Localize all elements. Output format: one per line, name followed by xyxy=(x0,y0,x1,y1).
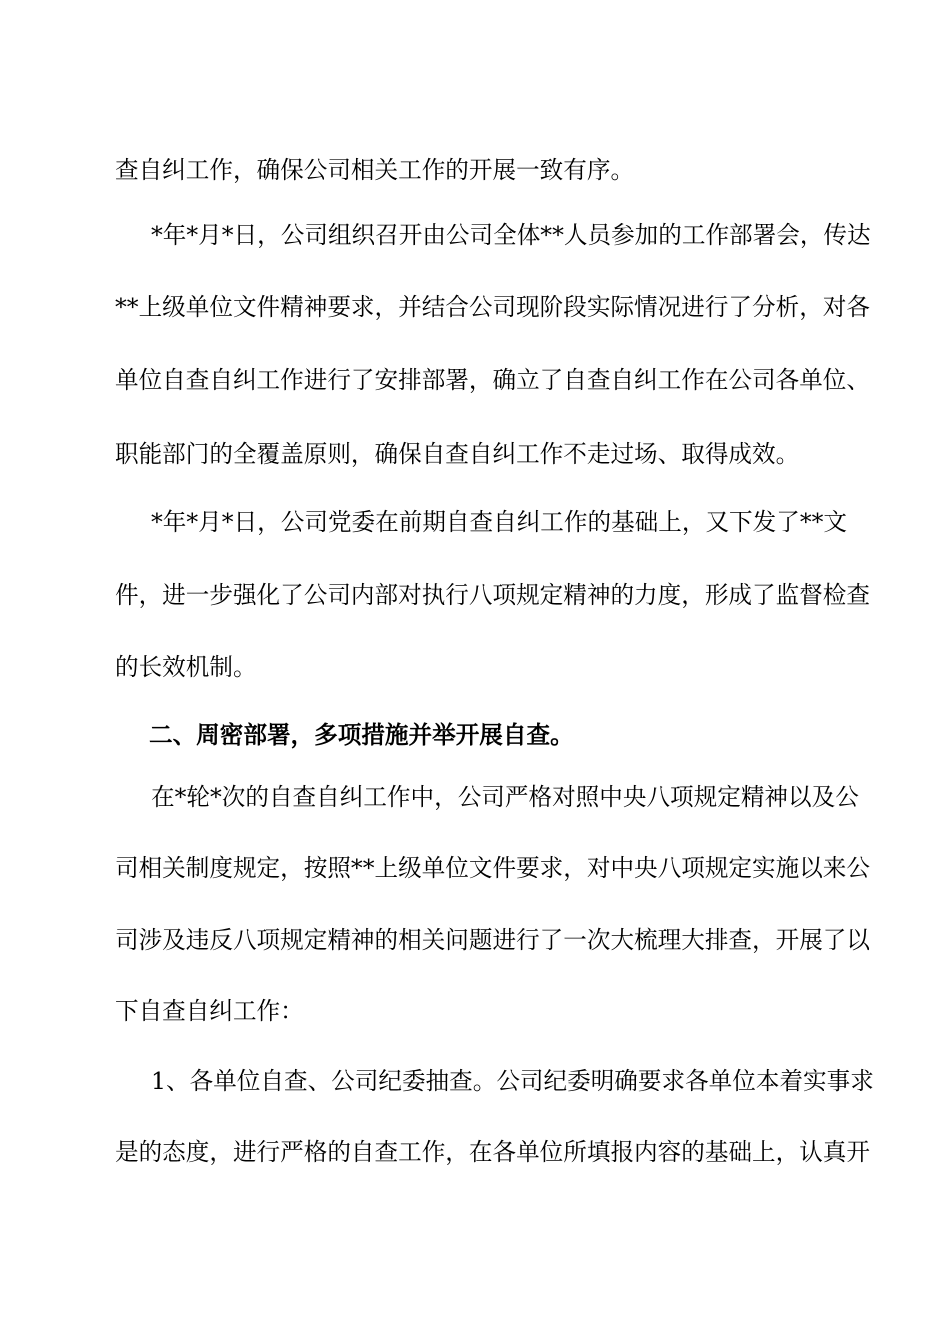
section-heading: 二、周密部署，多项措施并举开展自查。 xyxy=(149,721,574,749)
paragraph-line: 下自查自纠工作： xyxy=(115,997,304,1025)
paragraph-line: 的长效机制。 xyxy=(115,653,257,681)
paragraph-line: 1、各单位自查、公司纪委抽查。公司纪委明确要求各单位本着实事求 xyxy=(151,1067,874,1095)
paragraph-line: 在*轮*次的自查自纠工作中，公司严格对照中央八项规定精神以及公 xyxy=(151,783,859,811)
paragraph-line: 查自纠工作，确保公司相关工作的开展一致有序。 xyxy=(115,156,635,184)
paragraph-line: 司相关制度规定，按照**上级单位文件要求，对中央八项规定实施以来公 xyxy=(115,854,870,882)
paragraph-line: 司涉及违反八项规定精神的相关问题进行了一次大梳理大排查，开展了以 xyxy=(115,926,870,954)
paragraph-line: 职能部门的全覆盖原则，确保自查自纠工作不走过场、取得成效。 xyxy=(115,440,800,468)
paragraph-line: *年*月*日，公司组织召开由公司全体**人员参加的工作部署会，传达 xyxy=(151,221,871,249)
paragraph-line: 件，进一步强化了公司内部对执行八项规定精神的力度，形成了监督检查 xyxy=(115,581,870,609)
paragraph-line: 是的态度，进行严格的自查工作，在各单位所填报内容的基础上，认真开 xyxy=(115,1138,870,1166)
paragraph-line: 单位自查自纠工作进行了安排部署，确立了自查自纠工作在公司各单位、 xyxy=(115,366,870,394)
paragraph-line: *年*月*日，公司党委在前期自查自纠工作的基础上，又下发了**文 xyxy=(151,508,848,536)
paragraph-line: **上级单位文件精神要求，并结合公司现阶段实际情况进行了分析，对各 xyxy=(115,293,870,321)
